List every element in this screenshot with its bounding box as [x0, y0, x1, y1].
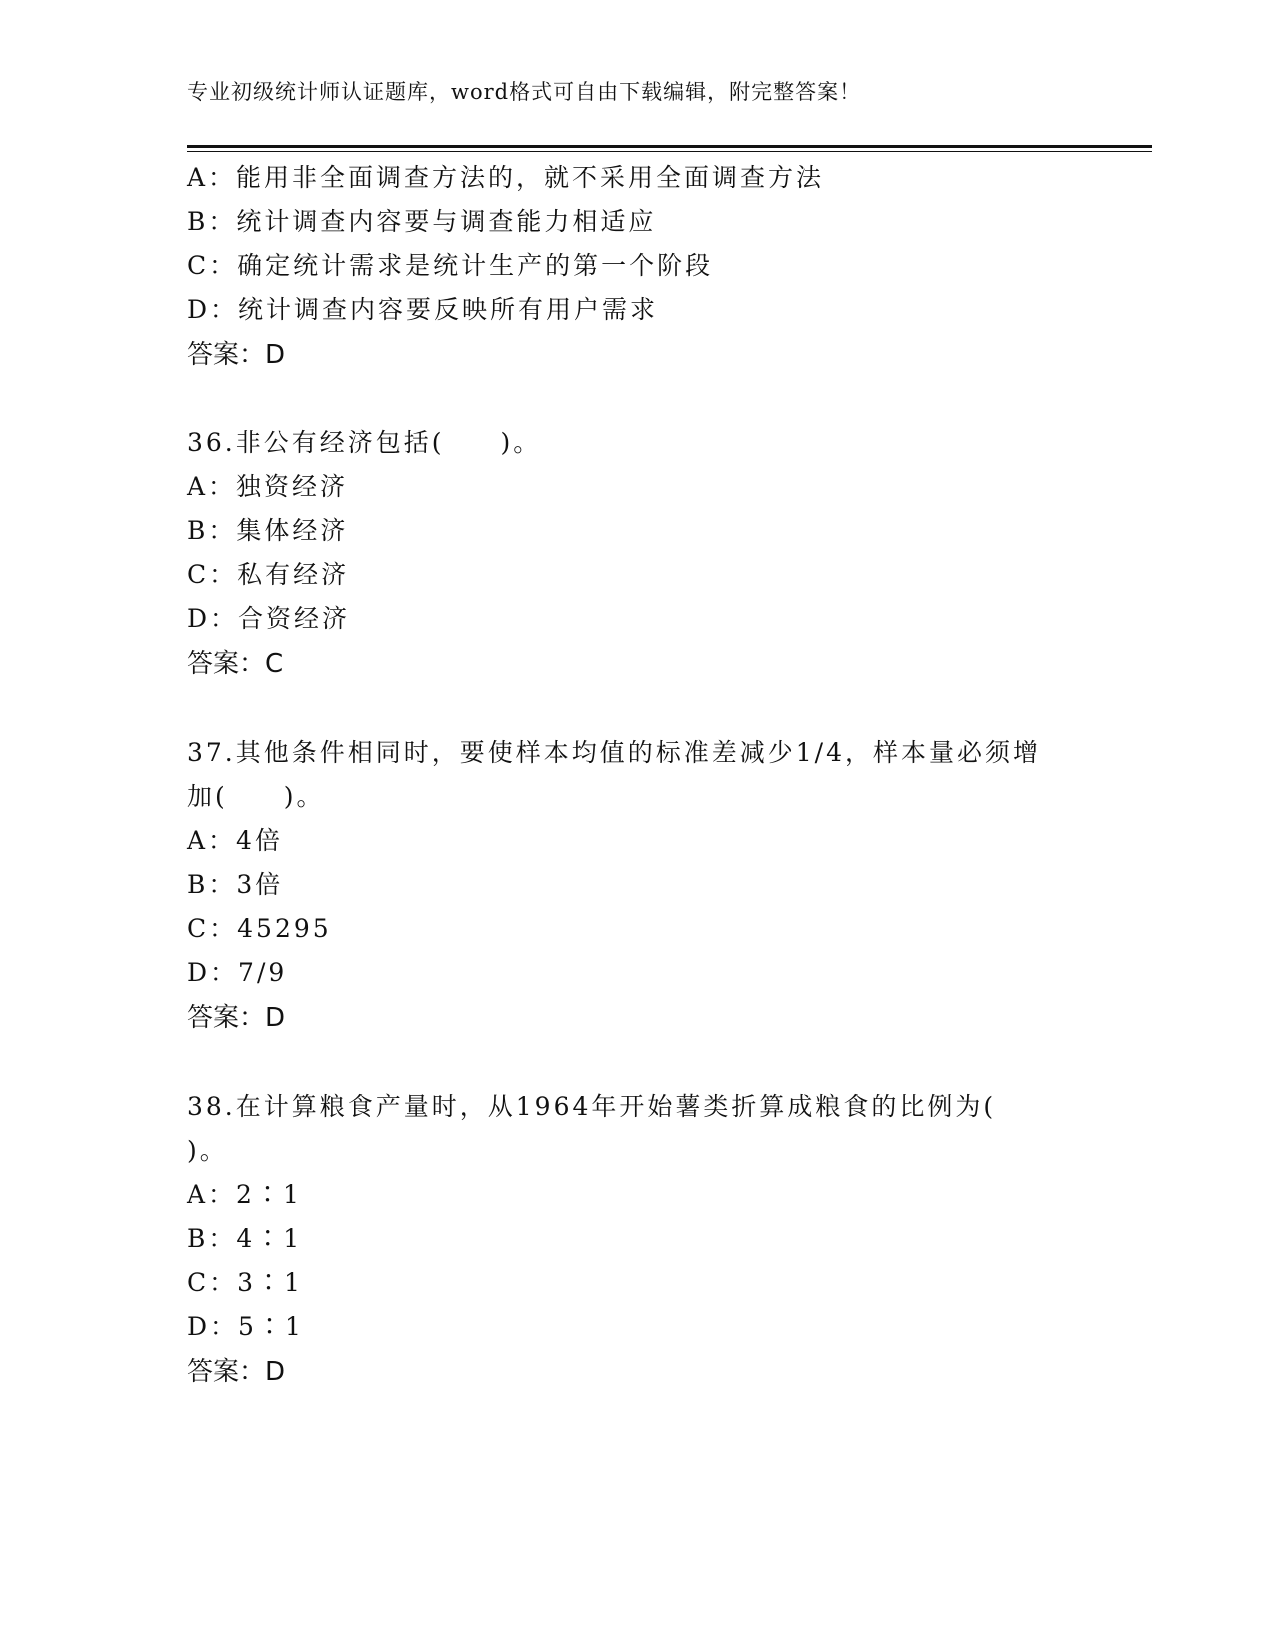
q38-option-b: B：4∶1 [187, 1224, 303, 1253]
page-header: 专业初级统计师认证题库，word格式可自由下载编辑，附完整答案！ [187, 80, 862, 104]
q37-question-line2: 加( )。 [187, 782, 325, 811]
q36-option-d: D：合资经济 [187, 604, 351, 633]
q37-option-a: A：4倍 [187, 826, 283, 855]
q37-option-b: B：3倍 [187, 870, 284, 899]
q35-option-a: A：能用非全面调查方法的，就不采用全面调查方法 [187, 163, 825, 192]
q35-option-b: B：统计调查内容要与调查能力相适应 [187, 207, 657, 236]
q38-question-line2: )。 [187, 1136, 228, 1165]
header-rule-thin [187, 151, 1152, 152]
header-rule-thick [187, 145, 1152, 148]
q35-option-d: D：统计调查内容要反映所有用户需求 [187, 295, 659, 324]
q37-option-c: C：45295 [187, 914, 332, 943]
q36-answer: 答案：C [187, 649, 284, 679]
q38-option-c: C：3∶1 [187, 1268, 303, 1297]
q35-answer: 答案：D [187, 340, 286, 370]
q38-option-d: D：5∶1 [187, 1312, 304, 1341]
q36-option-c: C：私有经济 [187, 560, 350, 589]
q37-answer: 答案：D [187, 1003, 286, 1033]
q38-option-a: A：2∶1 [187, 1180, 302, 1209]
q38-answer: 答案：D [187, 1357, 286, 1387]
q35-option-c: C：确定统计需求是统计生产的第一个阶段 [187, 251, 714, 280]
q36-option-a: A：独资经济 [187, 472, 349, 501]
q37-option-d: D：7/9 [187, 958, 288, 987]
q36-question: 36.非公有经济包括( )。 [187, 428, 542, 457]
q38-question-line1: 38.在计算粮食产量时，从1964年开始薯类折算成粮食的比例为( [187, 1092, 997, 1121]
q37-question-line1: 37.其他条件相同时，要使样本均值的标准差减少1/4，样本量必须增 [187, 738, 1041, 767]
q36-option-b: B：集体经济 [187, 516, 349, 545]
